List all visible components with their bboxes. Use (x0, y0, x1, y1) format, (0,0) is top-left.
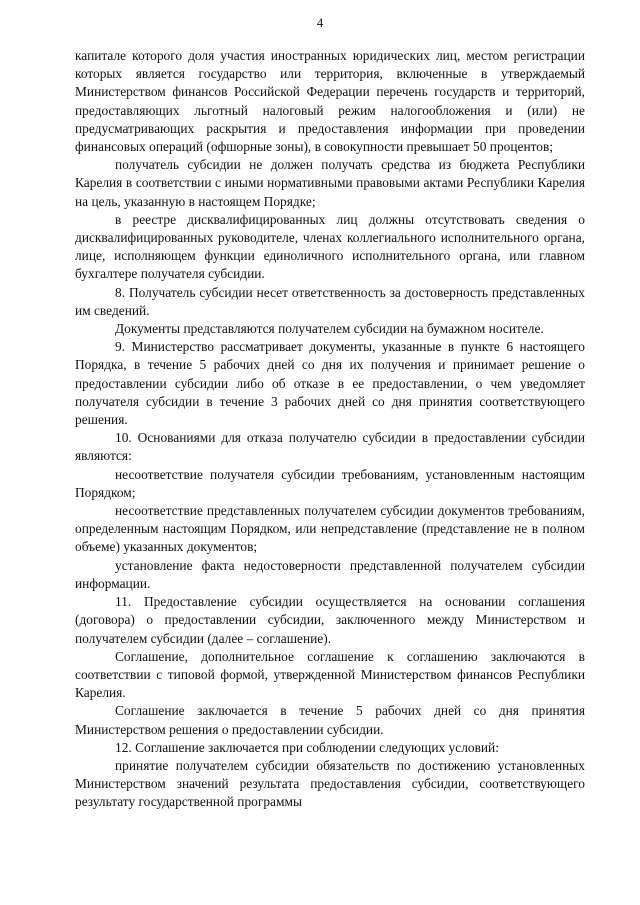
paragraph: несоответствие представленных получателем субсидии документов требованиям, определенным настоящим Порядком, или непредставление (представление не в полном объеме) указанных документов; (75, 503, 585, 555)
paragraph: Соглашение заключается в течение 5 рабочих дней со дня принятия Министерством решения о предоставлении субсидии. (75, 703, 585, 737)
paragraph: Документы представляются получателем субсидии на бумажном носителе. (115, 321, 544, 337)
page-number: 4 (316, 15, 324, 30)
paragraph: 10. Основаниями для отказа получателю субсидии в предоставлении субсидии являются: (75, 430, 585, 464)
paragraph: получатель субсидии не должен получать средства из бюджета Республики Карелия в соответствии с иными нормативными правовыми актами Республики Карелия на цель, указанную в настоящем Порядке; (75, 157, 585, 209)
paragraph: 12. Соглашение заключается при соблюдении следующих условий: (115, 739, 499, 755)
paragraph: установление факта недостоверности представленной получателем субсидии информации. (75, 557, 585, 591)
paragraph: 9. Министерство рассматривает документы, указанные в пункте 6 настоящего Порядка, в течение 5 рабочих дней со дня их получения и принимает решение о предоставлении субсидии либо об отказе в ее предоставлении, о чем уведомляет получателя субсидии в течение 3 рабочих дней со дня принятия соответствующего решения. (75, 339, 585, 428)
paragraph: 8. Получатель субсидии несет ответственность за достоверность представленных им сведений. (75, 284, 585, 318)
paragraph: принятие получателем субсидии обязательств по достижению установленных Министерством значений результата предоставления субсидии, соответствующего результату государственной программы (75, 757, 585, 810)
document-body (75, 47, 585, 812)
paragraph: капитале которого доля участия иностранных юридических лиц, местом регистрации которых является государство или территория, включенные в утверждаемый Министерством финансов Российской Федерации перечень государств и территорий, предоставляющих льготный налоговый режим налогообложения и (или) не предусматривающих раскрытия и предоставления информации при проведении финансовых операций (офшорные зоны), в совокупности превышает 50 процентов; (75, 48, 585, 155)
paragraph: в реестре дисквалифицированных лиц должны отсутствовать сведения о дисквалифицированных руководителе, членах коллегиального исполнительного органа, лице, исполняющем функции единоличного исполнительного органа, или главном бухгалтере получателя субсидии. (75, 211, 585, 282)
paragraph: 11. Предоставление субсидии осуществляется на основании соглашения (договора) о предоставлении субсидии, заключенного между Министерством и получателем субсидии (далее – соглашение). (75, 594, 585, 646)
paragraph: несоответствие получателя субсидии требованиям, установленным настоящим Порядком; (75, 466, 585, 500)
paragraph: Соглашение, дополнительное соглашение к соглашению заключаются в соответствии с типовой формой, утвержденной Министерством финансов Республики Карелия. (75, 648, 585, 701)
